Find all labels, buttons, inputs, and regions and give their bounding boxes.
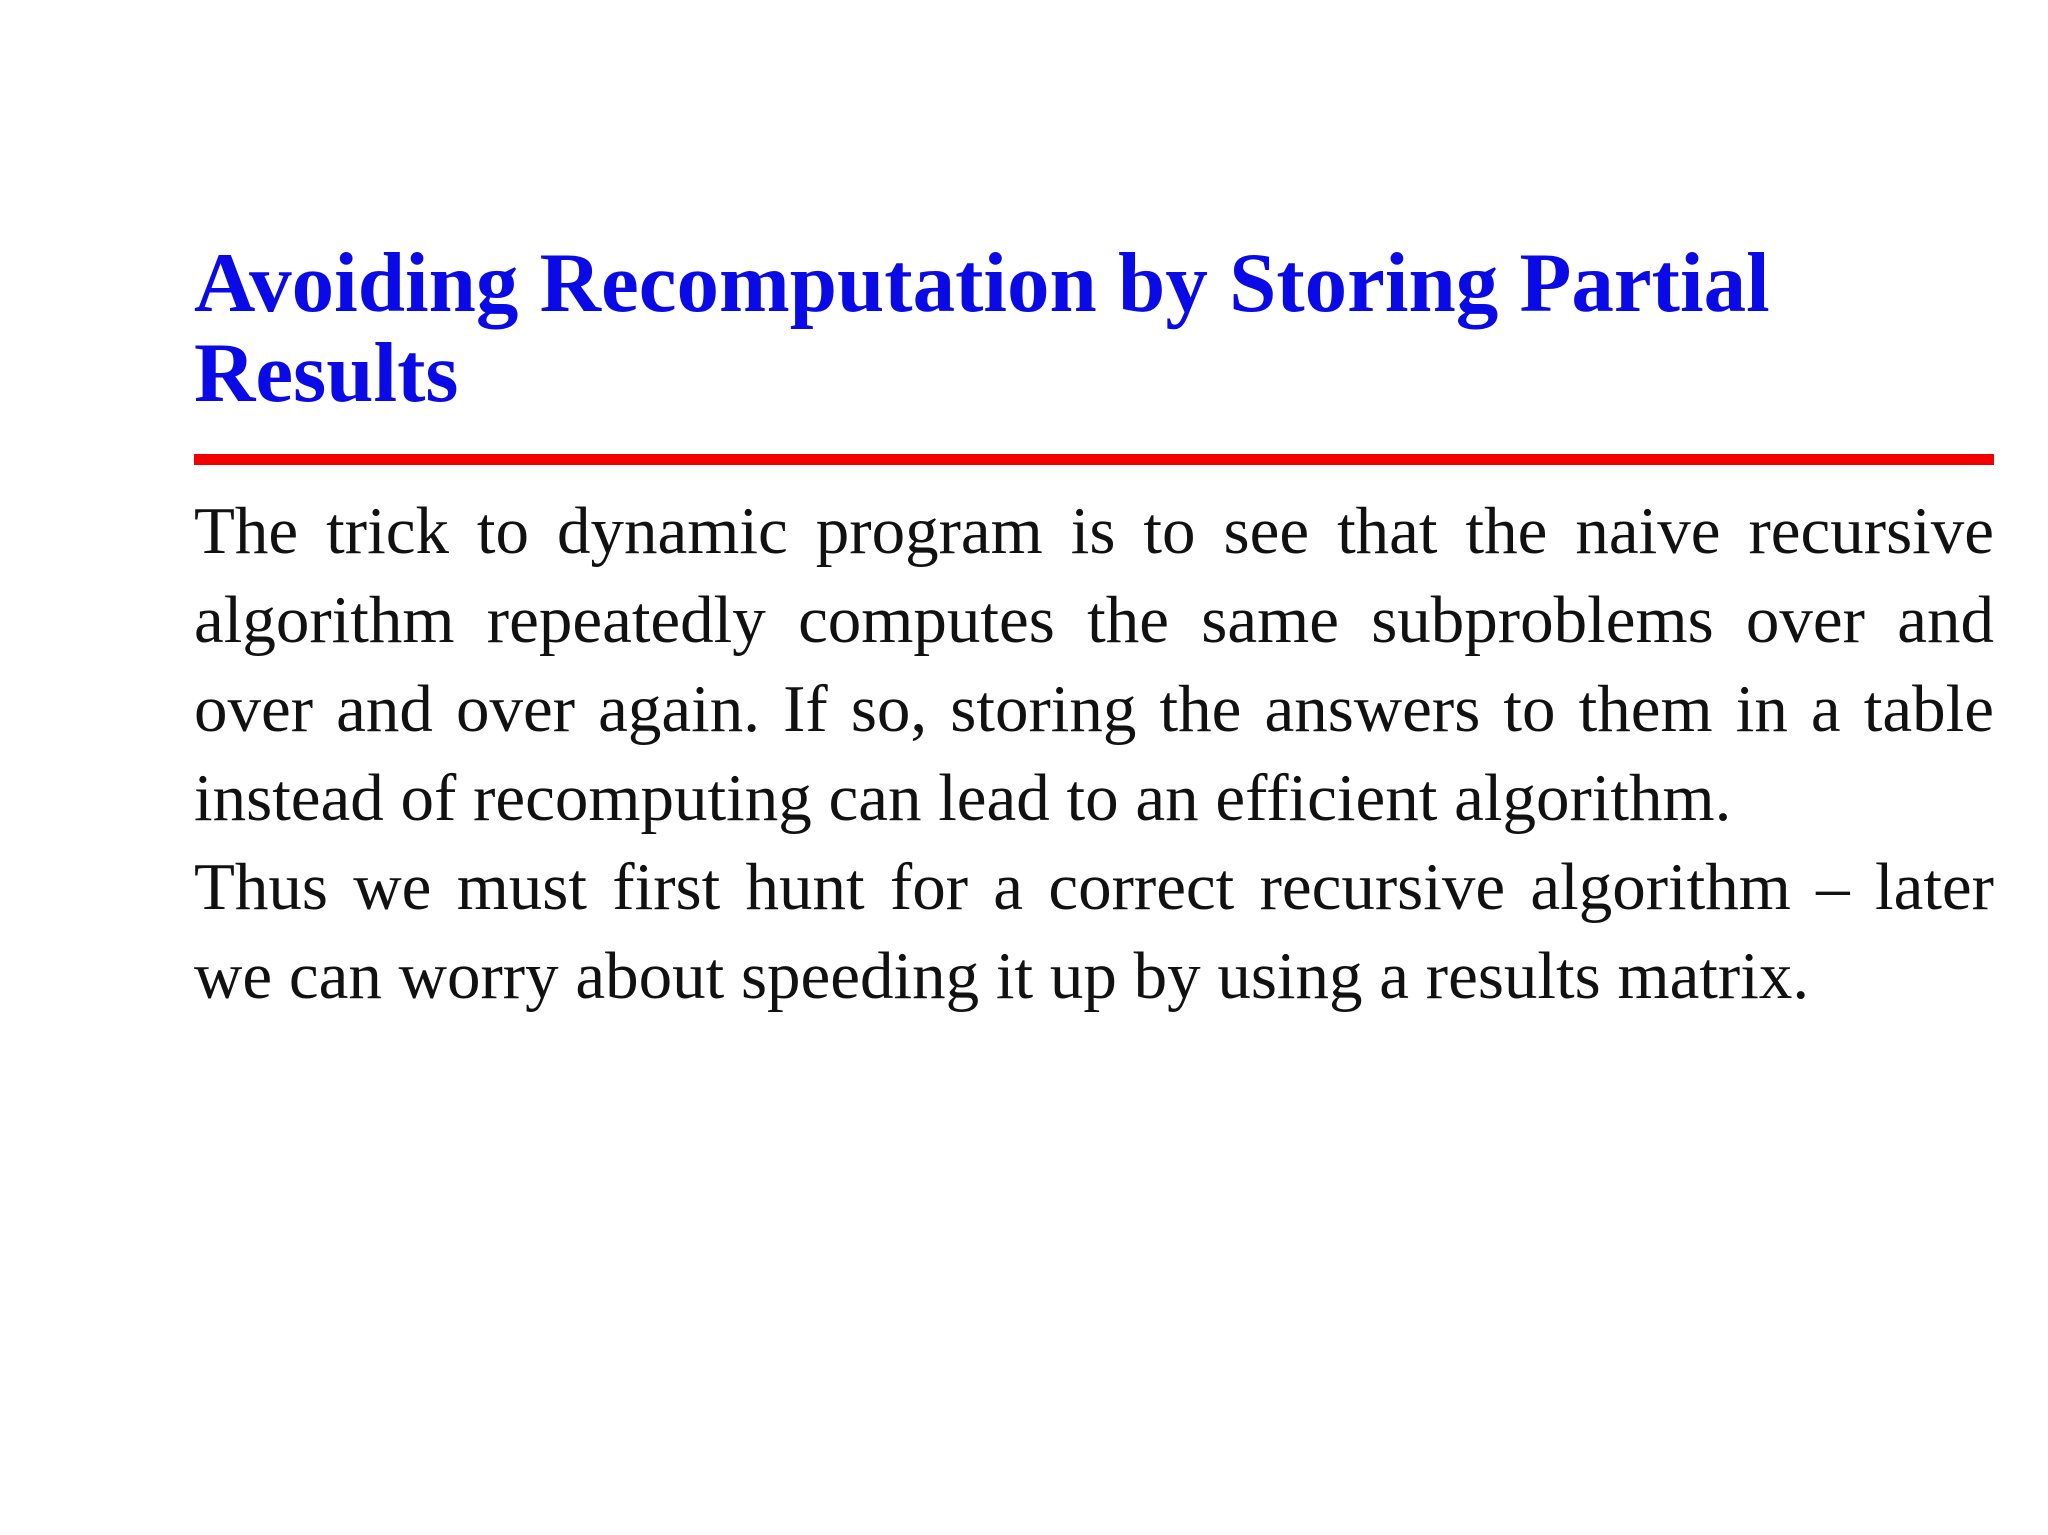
body-paragraph-2: Thus we must first hunt for a correct recursive algorithm – later we can worry about speeding it up by using a results matrix.	[194, 850, 1994, 1013]
body-paragraph-1: The trick to dynamic program is to see that the naive recursive algorithm repeatedly computes the same subproblems over and over and over again. If so, storing the answers to them in a table instead of recomputing can lead to an efficient algorithm.	[194, 494, 1994, 835]
slide-title: Avoiding Recomputation by Storing Partial Results	[194, 236, 1770, 420]
title-divider	[194, 454, 1994, 465]
slide-body	[194, 487, 1994, 1021]
slide-content	[194, 238, 1994, 1021]
